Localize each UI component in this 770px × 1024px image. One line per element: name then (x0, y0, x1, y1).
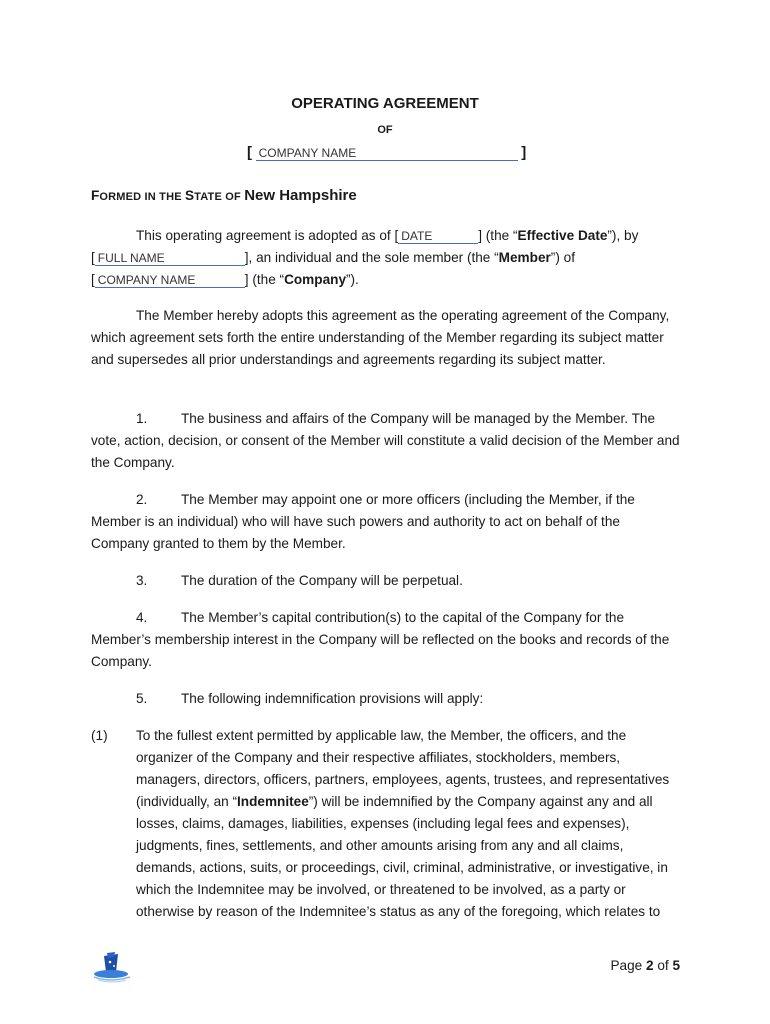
clause-4: 4. The Member’s capital contribution(s) to the capital of the Company for the Member’s membership interest in the Company will be reflected on the books and records of the Company. (91, 610, 670, 669)
subclause-label: (1) (91, 728, 108, 743)
full-name-field[interactable]: FULL NAME (95, 251, 245, 266)
wizard-hat-logo-icon (90, 950, 136, 984)
clause-1: 1. The business and affairs of the Company will be managed by the Member. The vote, action, decision, or consent of the Member will constitute a valid decision of the Member and the Company. (91, 411, 680, 470)
clause-2: 2. The Member may appoint one or more officers (including the Member, if the Member is an individual) who will have such powers and authority to act on behalf of the Company granted to them by the Member. (91, 492, 635, 551)
page-number: Page 2 of 5 (610, 958, 680, 973)
company-name-header: [ COMPANY NAME ] (247, 144, 527, 161)
company-name-field[interactable]: COMPANY NAME (256, 146, 518, 161)
company-name-field-intro[interactable]: COMPANY NAME (95, 273, 245, 288)
date-field[interactable]: DATE (398, 229, 478, 244)
intro-paragraph: This operating agreement is adopted as of [ DATE ] (the “Effective Date”), by [ FULL NAME ], an individual and the sole member (the “Member”) of [ COMPANY NAME ] (the “Company”). (91, 228, 639, 287)
clause-3: 3. The duration of the Company will be perpetual. (136, 573, 463, 588)
subclause-1: (1) To the fullest extent permitted by applicable law, the Member, the officers, and the organizer of the Company and their respective affiliates, stockholders, members, managers, directors, officers, partners, employees, agents, trustees, and representatives (individually, an “Indemnitee”) will be indemnified by the Company against any and all losses, claims, damages, liabilities, expenses (including legal fees and expenses), judgments, fines, settlements, and other amounts arising from any and all claims, demands, actions, suits, or proceedings, civil, criminal, administrative, or investigative, in which the Indemnitee may be involved, or threatened to be involved, as a party or otherwise by reason of the Indemnitee’s status as any of the foregoing, which relates to (91, 725, 681, 923)
adoption-paragraph: The Member hereby adopts this agreement as the operating agreement of the Company, which agreement sets forth the entire understanding of the Member regarding its subject matter and supersedes all prior understandings and agreements regarding its subject matter. (91, 308, 670, 367)
document-of: OF (377, 124, 393, 136)
formed-in-state-heading: FORMED IN THE STATE OF New Hampshire (91, 187, 357, 204)
state-name: New Hampshire (244, 187, 357, 204)
document-title: OPERATING AGREEMENT (291, 95, 479, 112)
clause-5: 5. The following indemnification provisions will apply: (136, 691, 484, 706)
